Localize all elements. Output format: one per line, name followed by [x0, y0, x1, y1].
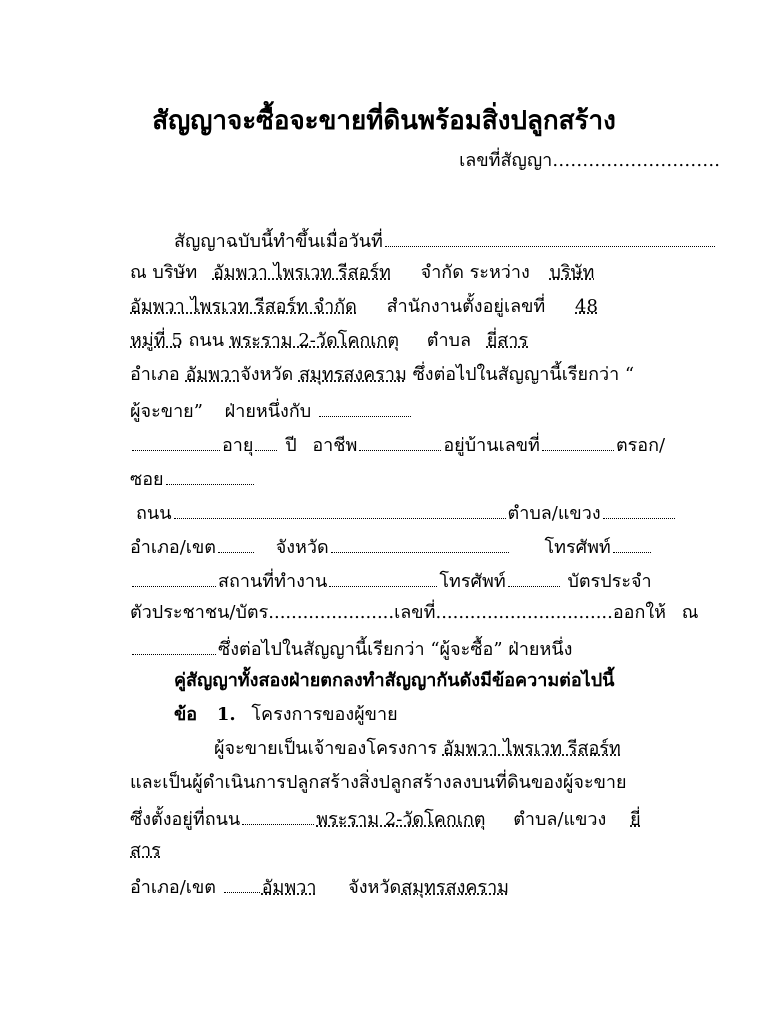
paragraph-line-12 — [130, 602, 699, 624]
subdistrict-value: ยี่สาร — [486, 330, 529, 351]
soi-blank — [166, 466, 254, 485]
location-road-label: ซึ่งตั้งอยู่ที่ถนน — [130, 809, 241, 830]
location-amphoe-blank — [224, 874, 260, 893]
occupation-label: อาชีพ — [312, 435, 358, 456]
seller-intro: ซึ่งต่อไปในสัญญานี้เรียกว่า “ — [412, 364, 635, 385]
company-name: อัมพวา ไพรเวท รีสอร์ท — [212, 262, 391, 283]
phone-label: โทรศัพท์ — [544, 537, 611, 558]
province-label: จังหวัด — [240, 364, 294, 385]
company-prefix: ณ บริษัท — [130, 262, 198, 283]
paragraph-line-10 — [130, 534, 680, 559]
soi-label: ซอย — [130, 469, 164, 490]
project-name: อัมพวา ไพรเวท รีสอร์ท — [442, 738, 621, 759]
paragraph-line-20 — [130, 874, 680, 899]
location-tambon-label: ตำบล/แขวง — [513, 809, 607, 830]
blank-13 — [132, 636, 216, 655]
province-value: สมุทรสงคราม — [298, 364, 407, 385]
alley-label: ตรอก/ — [615, 435, 666, 456]
age-blank — [255, 432, 277, 451]
house-no-blank — [542, 432, 614, 451]
work-phone-blank — [508, 568, 560, 587]
location-province-value: สมุทรสงคราม — [401, 877, 510, 898]
tambon-label: ตำบล/แขวง — [507, 503, 601, 524]
paragraph-line-2 — [130, 262, 680, 284]
seller-term: ผู้จะขาย” — [130, 401, 203, 422]
paragraph-line-13 — [130, 636, 680, 661]
house-no-label: อยู่บ้านเลขที่ — [443, 435, 540, 456]
work-phone-label: โทรศัพท์ — [439, 571, 506, 592]
amphoe-label: อำเภอ/เขต — [130, 537, 216, 558]
location-road-value: พระราม 2-วัดโคกเกตุ — [316, 809, 486, 830]
amphoe-blank — [218, 534, 254, 553]
street-blank — [174, 500, 506, 519]
street-label: ถนน — [136, 503, 172, 524]
clause-number: 1. — [216, 704, 236, 725]
paragraph-line-6 — [130, 398, 680, 423]
moo-value: หมู่ที่ 5 — [130, 330, 183, 351]
document-title: สัญญาจะซื้อจะขายที่ดินพร้อมสิ่งปลูกสร้าง — [152, 106, 616, 136]
paragraph-line-19 — [130, 840, 680, 862]
paragraph-line-1 — [174, 228, 724, 253]
workplace-label: สถานที่ทำงาน — [218, 571, 328, 592]
company-suffix: จำกัด ระหว่าง — [420, 262, 530, 283]
date-label: สัญญาฉบับนี้ทำขึ้นเมื่อวันที่ — [174, 231, 383, 252]
paragraph-line-17: และเป็นผู้ดำเนินการปลูกสร้างสิ่งปลูกสร้างลงบนที่ดินของผู้จะขาย — [130, 772, 627, 793]
location-road-blank — [242, 806, 314, 825]
location-tambon-value: ยี่ — [630, 809, 641, 830]
district-label: อำเภอ — [130, 364, 180, 385]
road-label: ถนน — [188, 330, 225, 351]
workplace-blank — [329, 568, 437, 587]
clause-label: ข้อ — [174, 704, 198, 725]
blank-11 — [132, 568, 216, 587]
paragraph-line-8 — [130, 466, 680, 491]
location-amphoe-value: อัมพวา — [261, 877, 317, 898]
paragraph-line-16 — [214, 738, 764, 760]
location-tambon-value-cont: สาร — [130, 840, 161, 861]
location-province-label: จังหวัด — [348, 877, 402, 898]
phone-blank — [613, 534, 651, 553]
clause-1-heading — [174, 704, 724, 726]
location-amphoe-label: อำเภอ/เขต — [130, 877, 216, 898]
paragraph-line-7 — [130, 432, 680, 457]
id-card-label: บัตรประจำ — [567, 571, 652, 592]
changwat-blank — [331, 534, 509, 553]
year-label: ปี — [285, 435, 297, 456]
house-number: 48 — [575, 296, 598, 317]
paragraph-line-9 — [136, 500, 686, 525]
paragraph-line-11 — [130, 568, 680, 593]
company-fullname: อัมพวา ไพรเวท รีสอร์ท จำกัด — [130, 296, 357, 317]
paragraph-line-18 — [130, 806, 680, 831]
party-with: ฝ่ายหนึ่งกับ — [224, 401, 312, 422]
id-card-detail: ตัวประชาชน/บัตร......................เลขที่...............................ออกให้ — [130, 602, 667, 623]
paragraph-line-3 — [130, 296, 680, 318]
paragraph-line-5 — [130, 364, 680, 386]
office-address-label: สำนักงานตั้งอยู่เลขที่ — [386, 296, 546, 317]
name-blank — [132, 432, 220, 451]
clause-title: โครงการของผู้ขาย — [251, 704, 398, 725]
changwat-label: จังหวัด — [275, 537, 329, 558]
district-value: อัมพวา — [185, 364, 241, 385]
buyer-intro: ซึ่งต่อไปในสัญญานี้เรียกว่า “ผู้จะซื้อ” ฝ่ายหนึ่ง — [218, 639, 573, 660]
age-label: อายุ — [222, 435, 254, 456]
issued-at: ณ — [681, 602, 699, 623]
contract-number: เลขที่สัญญา………………………. — [459, 150, 720, 171]
buyer-name-blank — [319, 398, 411, 417]
occupation-blank — [359, 432, 441, 451]
company-label: บริษัท — [549, 262, 595, 283]
project-owner-text: ผู้จะขายเป็นเจ้าของโครงการ — [214, 738, 438, 759]
paragraph-line-4 — [130, 330, 680, 352]
tambon-blank — [603, 500, 675, 519]
road-value: พระราม 2-วัดโคกเกตุ — [229, 330, 400, 351]
agreement-heading: คู่สัญญาทั้งสองฝ่ายตกลงทำสัญญากันดังมีข้อความต่อไปนี้ — [174, 670, 615, 691]
date-blank — [385, 228, 715, 247]
subdistrict-label: ตำบล — [426, 330, 472, 351]
